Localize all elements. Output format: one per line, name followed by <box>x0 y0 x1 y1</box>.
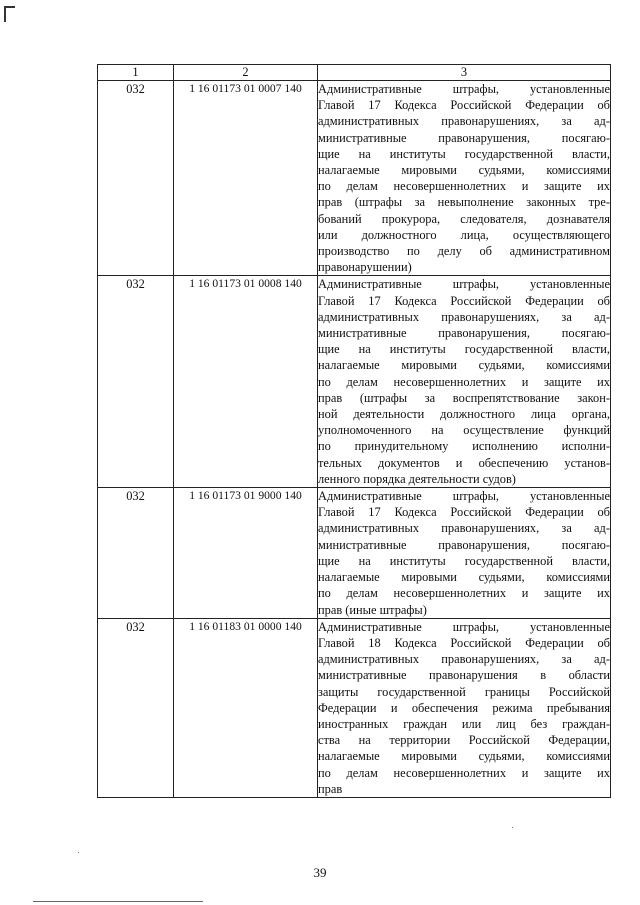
description-line: щие на институты государственной власти, <box>318 553 610 568</box>
table-row <box>98 276 611 488</box>
description-line: прав (штрафы за невыполнение законных тре- <box>318 195 610 210</box>
footnote-rule <box>33 901 203 902</box>
description-line: министративные правонарушения в области <box>318 668 610 683</box>
description-line: или должностного лица, осуществляющего <box>318 227 610 242</box>
description-line: по делам несовершеннолетних и защите их <box>318 374 610 389</box>
page-number: 39 <box>313 865 327 880</box>
description-line: по делам несовершеннолетних и защите их <box>318 765 610 780</box>
description-line: уполномоченного на осуществление функций <box>318 423 610 438</box>
description-line: административных правонарушениях, за ад- <box>318 114 610 129</box>
description-line: производство по делу об административном <box>318 244 610 259</box>
description-line: Административные штрафы, установленные <box>318 619 610 634</box>
description-line: Главой 17 Кодекса Российской Федерации об <box>318 293 610 308</box>
description-line: защиты государственной границы Российской <box>318 684 610 699</box>
description-line: налагаемые мировыми судьями, комиссиями <box>318 358 610 373</box>
description-line: административных правонарушениях, за ад- <box>318 309 610 324</box>
description-line: налагаемые мировыми судьями, комиссиями <box>318 570 610 585</box>
scan-corner-mark <box>4 6 15 22</box>
table-row <box>98 618 611 797</box>
column-header-2: 2 <box>174 65 318 81</box>
budget-classification-code-cell: 1 16 01173 01 0008 140 <box>174 276 318 488</box>
description-line: прав (штрафы за воспрепятствование закон- <box>318 390 610 405</box>
scan-speck <box>78 852 79 853</box>
description-line: по делам несовершеннолетних и защите их <box>318 586 610 601</box>
description-line: Главой 18 Кодекса Российской Федерации об <box>318 635 610 650</box>
description-line: административных правонарушениях, за ад- <box>318 521 610 536</box>
description-line: Административные штрафы, установленные <box>318 82 610 96</box>
table-header-row <box>98 65 611 81</box>
description-line: ной деятельности должностного лица органа, <box>318 407 610 422</box>
admin-code-cell: 032 <box>98 488 174 619</box>
description-line: Главой 17 Кодекса Российской Федерации об <box>318 505 610 520</box>
description-line: правонарушении) <box>318 260 412 275</box>
description-line: Административные штрафы, установленные <box>318 277 610 292</box>
admin-code-cell: 032 <box>98 81 174 276</box>
description-line: Главой 17 Кодекса Российской Федерации об <box>318 98 610 113</box>
revenue-description-cell <box>318 618 611 797</box>
column-header-3: 3 <box>318 65 611 81</box>
table-row <box>98 81 611 276</box>
description-line: Административные штрафы, установленные <box>318 489 610 504</box>
description-line: тельных документов и обеспечению установ- <box>318 455 610 470</box>
revenue-description-cell <box>318 81 611 276</box>
description-line: по делам несовершеннолетних и защите их <box>318 179 610 194</box>
description-line: щие на институты государственной власти, <box>318 342 610 357</box>
revenue-description-cell <box>318 488 611 619</box>
description-line: прав <box>318 781 343 796</box>
description-line: налагаемые мировыми судьями, комиссиями <box>318 163 610 178</box>
description-line: иностранных граждан или лиц без граждан- <box>318 716 610 731</box>
budget-codes-table <box>97 64 611 798</box>
table-body <box>98 81 611 798</box>
description-line: ленного порядка деятельности судов) <box>318 471 516 486</box>
description-line: бований прокурора, следователя, дознавателя <box>318 211 610 226</box>
admin-code-cell: 032 <box>98 276 174 488</box>
description-line: налагаемые мировыми судьями, комиссиями <box>318 749 610 764</box>
description-line: щие на институты государственной власти, <box>318 146 610 161</box>
description-line: Федерации и обеспечения режима пребывания <box>318 700 610 715</box>
table-row <box>98 488 611 619</box>
budget-classification-code-cell: 1 16 01173 01 0007 140 <box>174 81 318 276</box>
scan-speck <box>512 827 513 828</box>
description-line: министративные правонарушения, посягаю- <box>318 130 610 145</box>
description-line: по принудительному исполнению исполни- <box>318 439 610 454</box>
description-line: министративные правонарушения, посягаю- <box>318 326 610 341</box>
column-header-1: 1 <box>98 65 174 81</box>
budget-classification-code-cell: 1 16 01173 01 9000 140 <box>174 488 318 619</box>
revenue-description-cell <box>318 276 611 488</box>
description-line: административных правонарушениях, за ад- <box>318 652 610 667</box>
description-line: прав (иные штрафы) <box>318 602 427 617</box>
admin-code-cell: 032 <box>98 618 174 797</box>
description-line: ства на территории Российской Федерации, <box>318 733 610 748</box>
description-line: министративные правонарушения, посягаю- <box>318 537 610 552</box>
budget-classification-code-cell: 1 16 01183 01 0000 140 <box>174 618 318 797</box>
